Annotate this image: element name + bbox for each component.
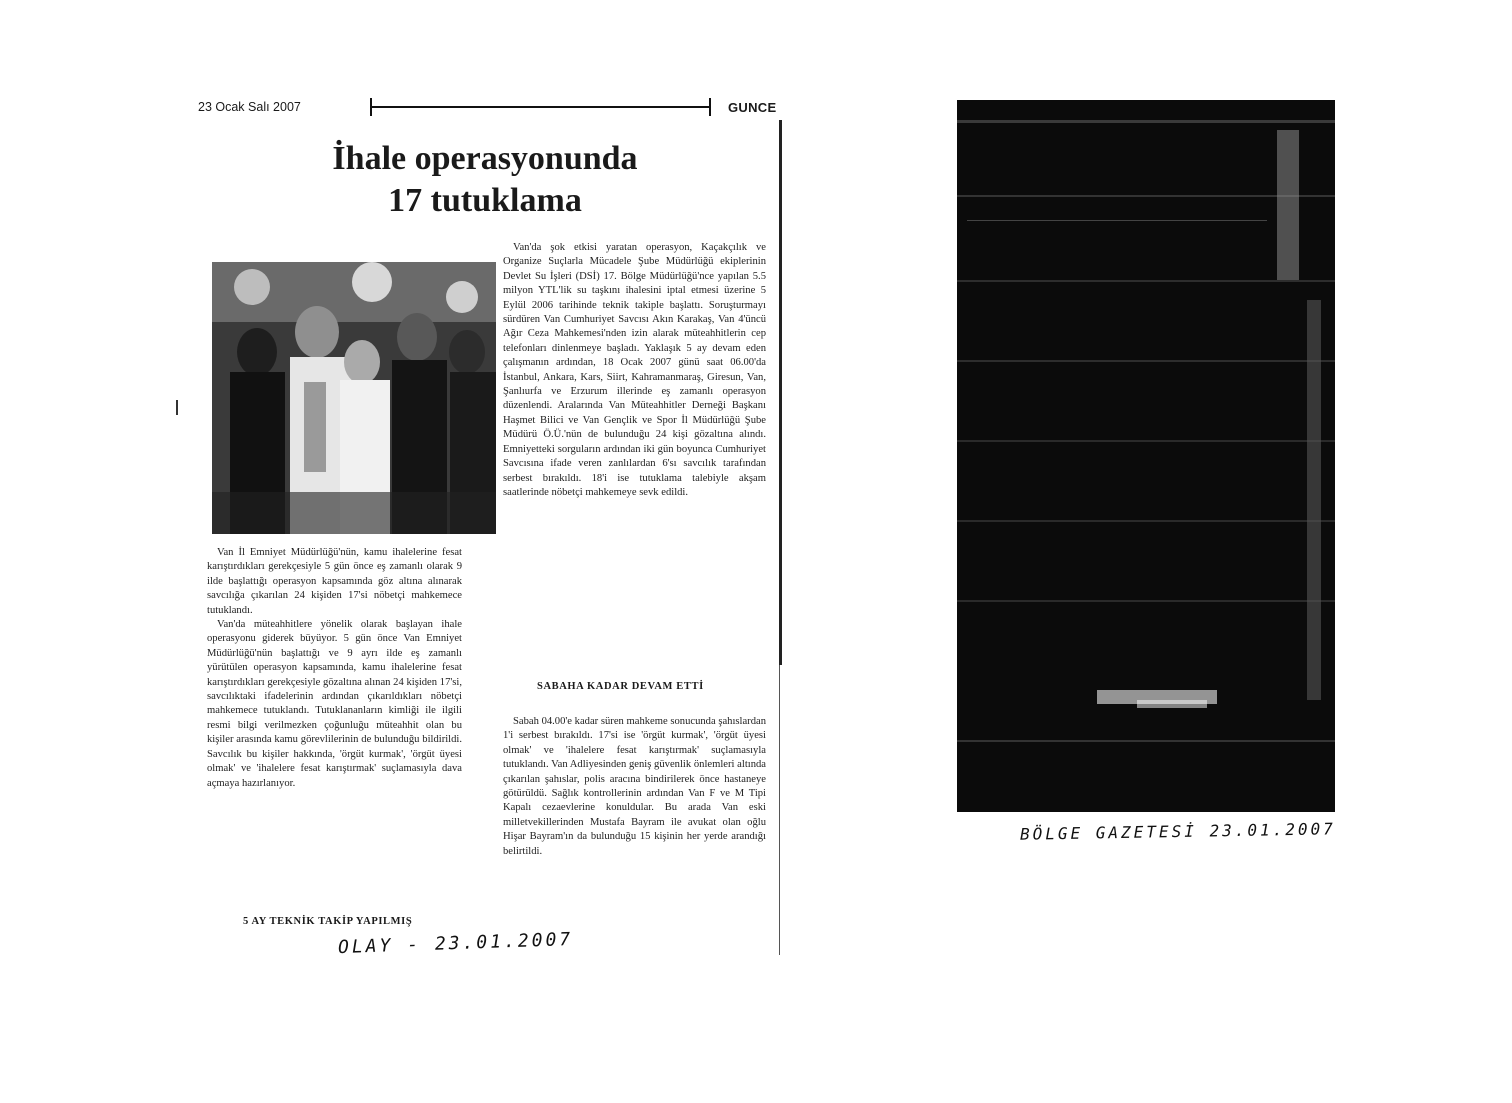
headline-line-2: 17 tutuklama	[388, 182, 582, 219]
scan-noise-texture	[957, 100, 1335, 812]
section-label: GUNCE	[728, 100, 777, 115]
handwritten-source-note: BÖLGE GAZETESİ 23.01.2007	[1019, 819, 1336, 844]
dateline: 23 Ocak Salı 2007	[198, 100, 301, 114]
column-divider	[779, 120, 782, 665]
subheading: SABAHA KADAR DEVAM ETTİ	[537, 681, 704, 692]
paragraph: Van İl Emniyet Müdürlüğü'nün, kamu ihalelerine fesat karıştırdıkları gerekçesiyle 5 gün önce eş zamanlı olarak 9 ilde başlattığı operasyon kapsamında göz altına alınarak savcılığa çıkarılan 24 kişiden 17'si nöbetçi mahkemece tutuklandı.	[207, 547, 462, 616]
blacked-out-clipping	[957, 100, 1335, 812]
headline	[250, 138, 720, 222]
handwritten-source-note: OLAY - 23.01.2007	[337, 928, 574, 959]
subheading: 5 AY TEKNİK TAKİP YAPILMIŞ	[243, 916, 413, 927]
right-column-text	[503, 241, 766, 500]
olay-newspaper-clipping	[0, 0, 800, 1000]
paragraph: Van'da müteahhitlere yönelik olarak başlayan ihale operasyonu giderek büyüyor. 5 gün önce Van Emniyet Müdürlüğü'nün başlattığı ve 9 ayrı ilde eş zamanlı yürütülen operasyon kapsamında, kamu ihalelerine fesat karıştırdıkları gerekçesiyle gözaltına alınan 24 kişiden 17'si, savcılıktaki ifadelerinin ardından çıkarıldıkları nöbetçi mahkemece tutuklandı. Tutuklananların kimliği ile ilgili resmi bilgi verilmezken çoğunluğu müteahhit olan bu kişiler arasında kamu görevlilerinin de bulunduğu bildirildi. Savcılık bu kişiler hakkında, 'örgüt kurmak', 'örgüt üyesi olmak' ve 'ihalelere fesat karıştırmak' suçlamasıyla dava açmaya hazırlanıyor.	[207, 619, 462, 789]
column-divider-lower	[779, 665, 780, 955]
margin-mark	[176, 400, 178, 415]
paragraph: Sabah 04.00'e kadar süren mahkeme sonucunda şahıslardan 1'i serbest bırakıldı. 17'si ise 'örgüt kurmak', 'örgüt üyesi olmak' ve 'ihalelere fesat karıştırmak' suçlamasıyla tutuklandı. Van Adliyesinden geniş güvenlik önlemleri altında çıkarılan şahıslar, polis aracına bindirilerek önce hastaneye götürüldü. Sağlık kontrollerinin ardından Van F ve M Tipi Kapalı cezaevlerine konuldular. Bu arada Van eski milletvekillerinden Mustafa Bayram ile avukat olan oğlu Hişar Bayram'ın da bulunduğu 15 kişinin her yerde arandığı belirtildi.	[503, 716, 766, 857]
header-rule	[370, 106, 710, 108]
paragraph: Van'da şok etkisi yaratan operasyon, Kaçakçılık ve Organize Suçlarla Mücadele Şube Müdürlüğü ekiplerinin Devlet Su İşleri (DSİ) 17. Bölge Müdürlüğü'nce yapılan 5.5 milyon YTL'lik su taşkını ihalesini iptal etmesi üzerine 5 Eylül 2006 tarihinde teknik takiple başlattı. Soruşturmayı sürdüren Van Cumhuriyet Savcısı Akın Karakaş, Van 4'üncü Ağır Ceza Mahkemesi'nden izin alarak müteahhitlerin cep telefonları dinlenmeye başladı. Yaklaşık 5 ay devam eden çalışmanın ardından, 18 Ocak 2007 günü saat 06.00'da İstanbul, Ankara, Kars, Siirt, Kahramanmaraş, Giresun, Van, Şanlıurfa ve Erzurum illerinde eş zamanlı operasyon düzenlendi. Aralarında Van Müteahhitler Derneği Başkanı Haşmet Bilici ve Van Gençlik ve Spor İl Müdürlüğü Şube Müdürü Ö.Ü.'nün de bulunduğu 24 kişi gözaltına alındı. Emniyetteki sorguların ardından iki gün boyunca Cumhuriyet Savcısına ifade veren zanlılardan 6'sı savcılık tarafından serbest bırakıldı. 18'i ise tutuklama talebiyle akşam saatlerinde nöbetçi mahkemeye sevk edildi.	[503, 242, 766, 498]
photo-people-group	[212, 262, 496, 534]
headline-line-1: İhale operasyonunda	[332, 140, 638, 177]
news-photo	[212, 262, 496, 534]
header-rule-cap-right	[709, 98, 711, 116]
left-column-text	[207, 546, 462, 791]
right-column-text-2	[503, 715, 766, 859]
